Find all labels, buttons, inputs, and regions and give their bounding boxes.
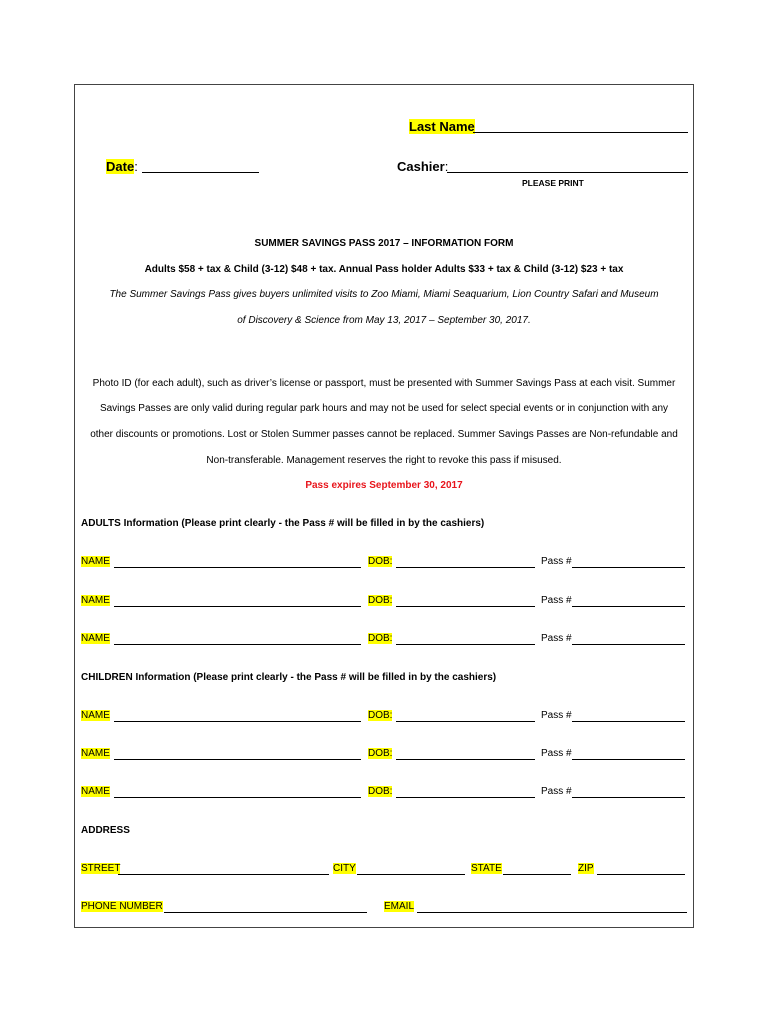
description-line-1: The Summer Savings Pass gives buyers unlimited visits to Zoo Miami, Miami Seaquarium, Lion Country Safari and Museum [109, 289, 659, 300]
state-label: STATE [471, 863, 502, 874]
adult-name-label: NAME [81, 595, 110, 606]
adult-dob-label: DOB: [368, 556, 393, 567]
city-field[interactable] [357, 874, 465, 875]
adult-pass-field[interactable] [572, 644, 685, 645]
adult-name-field[interactable] [114, 644, 361, 645]
city-label: CITY [333, 863, 356, 874]
pass-expiration: Pass expires September 30, 2017 [305, 480, 463, 491]
zip-label: ZIP [578, 863, 594, 874]
date-label-group [106, 159, 138, 174]
date-colon: : [134, 159, 138, 174]
child-name-field[interactable] [114, 759, 361, 760]
adult-dob-field[interactable] [396, 606, 535, 607]
please-print-note: PLEASE PRINT [522, 178, 584, 188]
child-dob-field[interactable] [396, 797, 535, 798]
email-label: EMAIL [384, 901, 415, 912]
adult-dob-field[interactable] [396, 644, 535, 645]
child-dob-field[interactable] [396, 721, 535, 722]
pricing-line: Adults $58 + tax & Child (3-12) $48 + tax. Annual Pass holder Adults $33 + tax & Child (3-12) $23 + tax [144, 264, 624, 275]
date-field[interactable] [142, 172, 259, 173]
adult-dob-label: DOB: [368, 633, 393, 644]
cashier-label: Cashier [397, 159, 445, 174]
adult-name-field[interactable] [114, 567, 361, 568]
adult-pass-label: Pass # [541, 595, 572, 606]
child-pass-label: Pass # [541, 748, 572, 759]
child-pass-label: Pass # [541, 786, 572, 797]
policy-line-3: other discounts or promotions. Lost or Stolen Summer passes cannot be replaced. Summer Savings Passes are Non-refundable and [90, 429, 678, 440]
child-dob-label: DOB: [368, 786, 393, 797]
cashier-label-group [397, 159, 448, 174]
child-pass-field[interactable] [572, 797, 685, 798]
street-field[interactable] [118, 874, 329, 875]
adult-name-field[interactable] [114, 606, 361, 607]
child-name-field[interactable] [114, 797, 361, 798]
phone-label: PHONE NUMBER [81, 901, 163, 912]
address-heading: ADDRESS [81, 825, 130, 836]
description-line-2: of Discovery & Science from May 13, 2017 – September 30, 2017. [237, 315, 531, 326]
child-dob-label: DOB: [368, 748, 393, 759]
adult-pass-field[interactable] [572, 567, 685, 568]
adults-heading: ADULTS Information (Please print clearly - the Pass # will be filled in by the cashiers) [81, 518, 485, 529]
child-dob-field[interactable] [396, 759, 535, 760]
child-pass-label: Pass # [541, 710, 572, 721]
zip-field[interactable] [597, 874, 685, 875]
child-name-label: NAME [81, 748, 110, 759]
phone-field[interactable] [164, 912, 367, 913]
children-heading: CHILDREN Information (Please print clearly - the Pass # will be filled in by the cashiers) [81, 672, 497, 683]
form-title: SUMMER SAVINGS PASS 2017 – INFORMATION FORM [254, 238, 514, 249]
adult-dob-field[interactable] [396, 567, 535, 568]
child-name-label: NAME [81, 786, 110, 797]
adult-pass-label: Pass # [541, 556, 572, 567]
policy-line-1: Photo ID (for each adult), such as driver’s license or passport, must be presented with Summer Savings Pass at each visit. Summer [92, 378, 676, 389]
adult-name-label: NAME [81, 556, 110, 567]
child-pass-field[interactable] [572, 721, 685, 722]
cashier-field[interactable] [447, 172, 688, 173]
child-pass-field[interactable] [572, 759, 685, 760]
child-dob-label: DOB: [368, 710, 393, 721]
cashier-colon: : [444, 159, 449, 174]
street-label: STREET [81, 863, 121, 874]
email-field[interactable] [417, 912, 687, 913]
adult-name-label: NAME [81, 633, 110, 644]
last-name-field[interactable] [473, 132, 688, 133]
policy-line-2: Savings Passes are only valid during regular park hours and may not be used for select special events or in conjunction with any [99, 403, 669, 414]
policy-line-4: Non-transferable. Management reserves the right to revoke this pass if misused. [206, 455, 562, 466]
form-border [74, 84, 694, 928]
child-name-field[interactable] [114, 721, 361, 722]
adult-pass-label: Pass # [541, 633, 572, 644]
last-name-label: Last Name [409, 119, 475, 134]
child-name-label: NAME [81, 710, 110, 721]
adult-dob-label: DOB: [368, 595, 393, 606]
state-field[interactable] [503, 874, 571, 875]
adult-pass-field[interactable] [572, 606, 685, 607]
date-label: Date [106, 159, 135, 174]
